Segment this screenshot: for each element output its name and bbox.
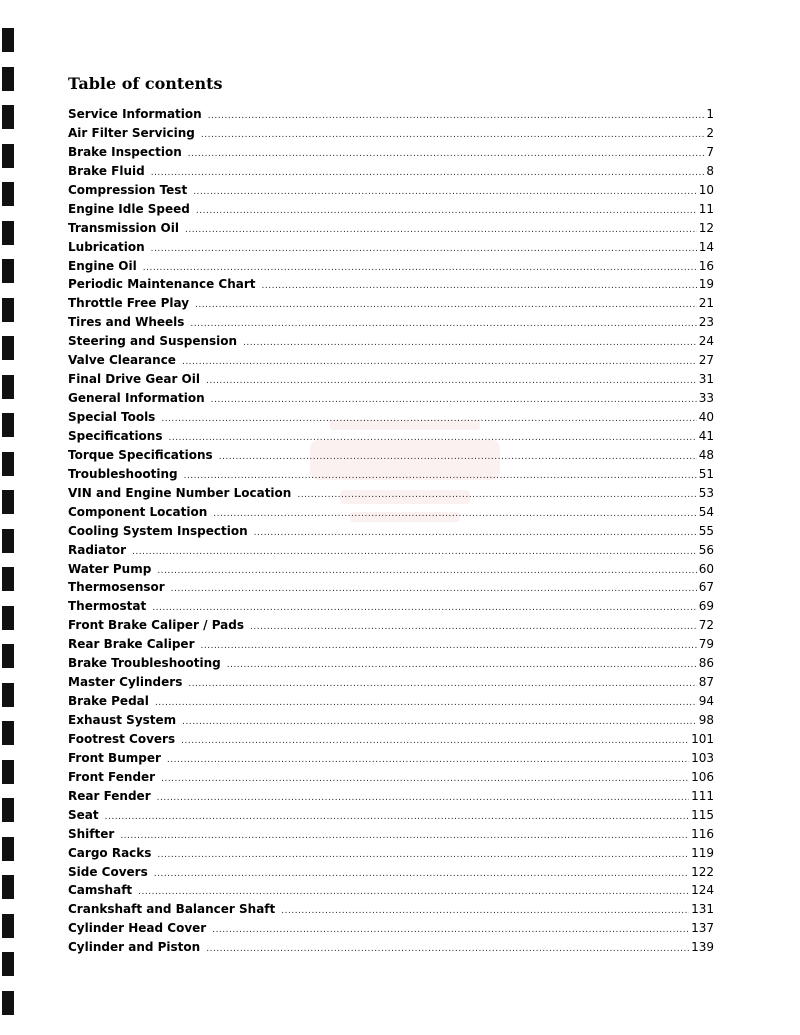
toc-entry[interactable] <box>68 503 714 522</box>
toc-entry[interactable] <box>68 635 714 654</box>
toc-entry[interactable] <box>68 541 714 560</box>
toc-entry[interactable] <box>68 143 714 162</box>
toc-entry-page-number: 41 <box>698 428 714 443</box>
toc-dot-leader <box>227 656 697 675</box>
toc-entry[interactable] <box>68 219 714 238</box>
toc-dot-leader <box>155 694 697 713</box>
toc-entry-page-number: 60 <box>698 561 714 576</box>
page-title: Table of contents <box>68 74 223 93</box>
toc-entry[interactable] <box>68 370 714 389</box>
toc-dot-leader <box>181 732 689 751</box>
toc-dot-leader <box>243 334 697 353</box>
toc-entry-title: Exhaust System <box>68 713 177 727</box>
toc-dot-leader <box>182 713 697 732</box>
toc-entry-page-number: 101 <box>691 731 714 746</box>
toc-entry-title: Rear Brake Caliper <box>68 637 195 652</box>
toc-entry-page-number: 115 <box>691 807 714 822</box>
toc-entry-title: Engine Idle Speed <box>68 201 190 216</box>
toc-entry-page-number: 24 <box>698 334 714 349</box>
toc-entry-title: Front Brake Caliper / Pads <box>68 618 245 633</box>
section-tab-mark <box>2 683 14 707</box>
toc-dot-leader <box>154 865 689 884</box>
toc-dot-leader <box>254 524 697 543</box>
toc-entry[interactable] <box>68 881 714 900</box>
toc-dot-leader <box>188 675 696 694</box>
toc-entry-page-number: 12 <box>698 220 714 235</box>
toc-dot-leader <box>168 429 696 448</box>
toc-entry[interactable] <box>68 654 714 673</box>
toc-entry-title: Cylinder Head Cover <box>68 921 207 936</box>
toc-dot-leader <box>196 202 697 221</box>
toc-entry-title: Shifter <box>68 826 115 841</box>
toc-dot-leader <box>208 107 705 126</box>
toc-entry[interactable] <box>68 616 714 635</box>
toc-entry-title: Camshaft <box>68 883 133 898</box>
toc-entry-title: Final Drive Gear Oil <box>68 372 200 387</box>
toc-entry-page-number: 54 <box>698 504 714 519</box>
section-tab-mark <box>2 798 14 822</box>
toc-dot-leader <box>105 808 689 827</box>
toc-entry-page-number: 10 <box>698 182 714 197</box>
toc-entry[interactable] <box>68 522 714 541</box>
toc-entry[interactable] <box>68 787 714 806</box>
toc-entry-page-number: 87 <box>698 675 714 690</box>
section-tab-mark <box>2 413 14 437</box>
table-of-contents <box>68 105 714 957</box>
section-tab-mark <box>2 452 14 476</box>
toc-entry-title: Cylinder and Piston <box>68 940 201 955</box>
toc-entry-title: Tires and Wheels <box>68 315 185 330</box>
section-tab-mark <box>2 952 14 976</box>
toc-entry[interactable] <box>68 730 714 749</box>
toc-entry-title: Valve Clearance <box>68 353 176 368</box>
toc-entry[interactable] <box>68 560 714 579</box>
toc-entry[interactable] <box>68 124 714 143</box>
toc-entry-title: Air Filter Servicing <box>68 125 195 140</box>
toc-entry-title: Torque Specifications <box>68 447 213 462</box>
toc-entry-page-number: 86 <box>698 656 714 671</box>
toc-dot-leader <box>157 562 696 581</box>
toc-entry-title: Transmission Oil <box>68 220 179 235</box>
toc-entry-page-number: 106 <box>691 769 714 784</box>
toc-entry-page-number: 69 <box>698 599 714 614</box>
toc-dot-leader <box>193 183 697 202</box>
toc-entry-title: Brake Fluid <box>68 163 145 178</box>
toc-entry-title: Front Fender <box>68 769 156 784</box>
toc-dot-leader <box>281 902 689 921</box>
toc-entry[interactable] <box>68 863 714 882</box>
toc-entry[interactable] <box>68 938 714 957</box>
toc-dot-leader <box>120 827 689 846</box>
toc-entry[interactable] <box>68 768 714 787</box>
section-tab-mark <box>2 567 14 591</box>
toc-entry[interactable] <box>68 749 714 768</box>
toc-dot-leader <box>157 846 689 865</box>
toc-entry-title: Front Bumper <box>68 750 161 765</box>
toc-entry-page-number: 56 <box>698 542 714 557</box>
toc-entry-title: Component Location <box>68 504 208 519</box>
toc-entry[interactable] <box>68 427 714 446</box>
toc-entry[interactable] <box>68 408 714 427</box>
toc-entry-page-number: 1 <box>706 107 714 121</box>
toc-entry[interactable] <box>68 446 714 465</box>
toc-dot-leader <box>262 277 697 296</box>
section-tab-mark <box>2 875 14 899</box>
toc-dot-leader <box>250 618 697 637</box>
toc-dot-leader <box>161 410 696 429</box>
toc-dot-leader <box>171 580 697 599</box>
toc-dot-leader <box>213 505 696 524</box>
toc-entry-title: Compression Test <box>68 182 188 197</box>
toc-entry-page-number: 124 <box>691 883 714 898</box>
toc-entry-page-number: 103 <box>691 750 714 765</box>
toc-entry-title: Thermosensor <box>68 580 165 595</box>
toc-entry-title: Side Covers <box>68 864 148 879</box>
toc-entry-page-number: 8 <box>706 163 714 178</box>
section-tab-mark <box>2 644 14 668</box>
toc-entry[interactable] <box>68 578 714 597</box>
toc-entry[interactable] <box>68 275 714 294</box>
toc-dot-leader <box>212 921 689 940</box>
toc-entry-page-number: 72 <box>698 618 714 633</box>
toc-entry-page-number: 51 <box>698 466 714 481</box>
toc-entry[interactable] <box>68 200 714 219</box>
toc-entry[interactable] <box>68 294 714 313</box>
toc-entry-title: Service Information <box>68 107 202 121</box>
toc-entry-title: Crankshaft and Balancer Shaft <box>68 902 276 917</box>
toc-entry-title: Thermostat <box>68 599 147 614</box>
toc-entry[interactable] <box>68 806 714 825</box>
toc-dot-leader <box>201 126 704 145</box>
toc-entry-page-number: 48 <box>698 447 714 462</box>
toc-entry-title: Footrest Covers <box>68 731 176 746</box>
toc-entry-title: Special Tools <box>68 410 156 424</box>
toc-entry-title: Seat <box>68 807 99 822</box>
toc-dot-leader <box>167 751 689 770</box>
toc-entry-title: Brake Pedal <box>68 694 149 709</box>
toc-entry[interactable] <box>68 673 714 692</box>
section-tab-mark <box>2 490 14 514</box>
toc-entry-title: Lubrication <box>68 239 145 254</box>
toc-entry-page-number: 16 <box>698 258 714 273</box>
toc-entry-page-number: 119 <box>691 845 714 860</box>
toc-entry[interactable] <box>68 919 714 938</box>
toc-dot-leader <box>201 637 697 656</box>
toc-entry-page-number: 116 <box>691 826 714 841</box>
toc-dot-leader <box>157 789 689 808</box>
toc-entry-title: Water Pump <box>68 561 152 576</box>
toc-entry[interactable] <box>68 238 714 257</box>
toc-entry-page-number: 98 <box>698 713 714 727</box>
toc-entry-page-number: 14 <box>698 239 714 254</box>
section-tab-mark <box>2 182 14 206</box>
section-tab-mark <box>2 298 14 322</box>
toc-entry[interactable] <box>68 257 714 276</box>
toc-entry-page-number: 53 <box>698 485 714 500</box>
section-tab-mark <box>2 991 14 1015</box>
toc-dot-leader <box>132 543 697 562</box>
toc-entry[interactable] <box>68 465 714 484</box>
toc-entry-title: Radiator <box>68 542 127 557</box>
toc-entry-page-number: 27 <box>698 353 714 368</box>
toc-entry[interactable] <box>68 313 714 332</box>
section-tab-mark <box>2 221 14 245</box>
section-tab-mark <box>2 721 14 745</box>
section-tab-mark <box>2 105 14 129</box>
section-tab-mark <box>2 760 14 784</box>
toc-dot-leader <box>182 353 697 372</box>
section-tab-mark <box>2 28 14 52</box>
toc-entry-title: Brake Inspection <box>68 144 182 159</box>
toc-entry-page-number: 79 <box>698 637 714 652</box>
toc-entry-title: General Information <box>68 391 205 406</box>
toc-entry-title: Cooling System Inspection <box>68 523 248 538</box>
toc-entry-title: Engine Oil <box>68 258 137 273</box>
toc-entry-page-number: 111 <box>691 788 714 803</box>
toc-dot-leader <box>195 296 697 315</box>
toc-dot-leader <box>297 486 696 505</box>
toc-dot-leader <box>188 145 705 164</box>
toc-entry[interactable] <box>68 711 714 730</box>
toc-entry[interactable] <box>68 484 714 503</box>
toc-entry[interactable] <box>68 181 714 200</box>
toc-dot-leader <box>206 940 689 959</box>
toc-entry-title: Troubleshooting <box>68 466 178 481</box>
toc-entry[interactable] <box>68 900 714 919</box>
toc-dot-leader <box>190 315 696 334</box>
toc-entry-title: Periodic Maintenance Chart <box>68 277 256 292</box>
toc-entry-page-number: 31 <box>698 372 714 387</box>
toc-entry[interactable] <box>68 351 714 370</box>
toc-entry-page-number: 23 <box>698 315 714 330</box>
toc-entry[interactable] <box>68 389 714 408</box>
toc-entry-page-number: 11 <box>698 201 714 216</box>
section-tab-mark <box>2 375 14 399</box>
toc-entry[interactable] <box>68 332 714 351</box>
toc-entry-title: Cargo Racks <box>68 845 152 860</box>
section-tab-mark <box>2 259 14 283</box>
toc-entry-page-number: 2 <box>706 125 714 140</box>
section-tab-mark <box>2 144 14 168</box>
section-tab-mark <box>2 529 14 553</box>
toc-entry-page-number: 55 <box>698 523 714 538</box>
toc-entry-title: Rear Fender <box>68 788 151 803</box>
toc-dot-leader <box>211 391 697 410</box>
toc-dot-leader <box>151 240 697 259</box>
toc-entry-page-number: 7 <box>706 144 714 159</box>
toc-entry[interactable] <box>68 825 714 844</box>
toc-dot-leader <box>206 372 697 391</box>
toc-entry-title: Brake Troubleshooting <box>68 656 221 671</box>
toc-entry-page-number: 40 <box>698 410 714 424</box>
toc-entry[interactable] <box>68 105 714 124</box>
toc-entry-page-number: 67 <box>698 580 714 595</box>
toc-entry[interactable] <box>68 692 714 711</box>
toc-entry-page-number: 139 <box>691 940 714 955</box>
toc-entry-page-number: 137 <box>691 921 714 936</box>
toc-entry-page-number: 33 <box>698 391 714 406</box>
toc-entry-title: Master Cylinders <box>68 675 183 690</box>
section-tab-strip <box>0 0 20 1035</box>
toc-entry-page-number: 94 <box>698 694 714 709</box>
toc-entry-title: Throttle Free Play <box>68 296 190 311</box>
toc-entry-title: Steering and Suspension <box>68 334 238 349</box>
toc-dot-leader <box>185 221 697 240</box>
toc-entry-title: Specifications <box>68 428 163 443</box>
section-tab-mark <box>2 837 14 861</box>
toc-entry-page-number: 131 <box>691 902 714 917</box>
toc-dot-leader <box>219 448 697 467</box>
toc-dot-leader <box>161 770 689 789</box>
section-tab-mark <box>2 336 14 360</box>
toc-entry[interactable] <box>68 844 714 863</box>
toc-entry-page-number: 122 <box>691 864 714 879</box>
toc-dot-leader <box>151 164 705 183</box>
toc-entry[interactable] <box>68 597 714 616</box>
toc-entry-page-number: 21 <box>698 296 714 311</box>
section-tab-mark <box>2 914 14 938</box>
toc-entry-page-number: 19 <box>698 277 714 292</box>
toc-entry-title: VIN and Engine Number Location <box>68 485 292 500</box>
section-tab-mark <box>2 67 14 91</box>
toc-entry[interactable] <box>68 162 714 181</box>
section-tab-mark <box>2 606 14 630</box>
